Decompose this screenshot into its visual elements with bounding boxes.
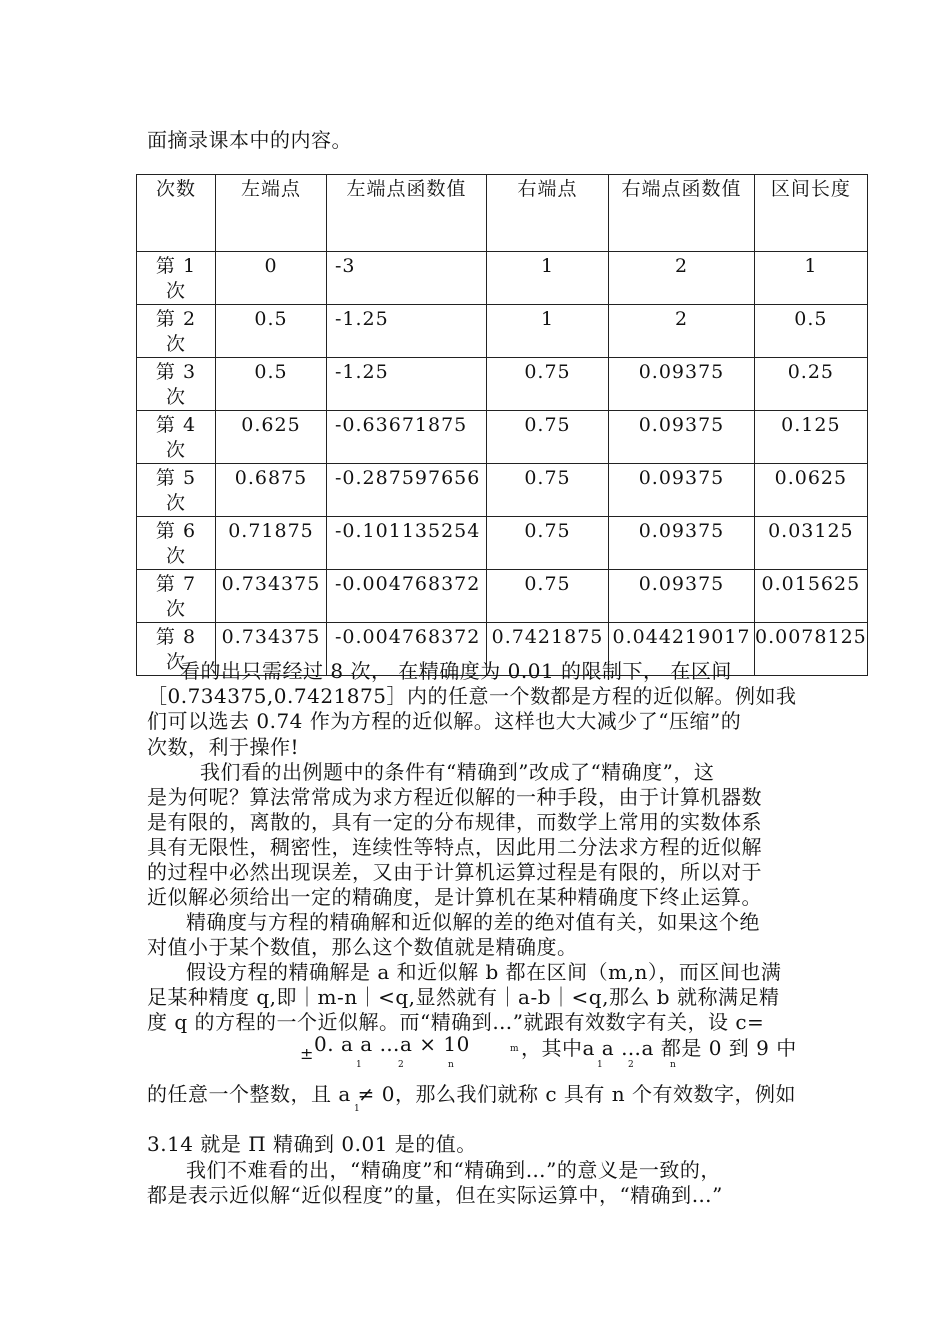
row-count: 第 7 次 [137,570,216,623]
left-value: -0.004768372 [327,570,487,623]
left-endpoint: 0 [216,252,327,305]
row-count: 第 1 次 [137,252,216,305]
row-count: 第 5 次 [137,464,216,517]
formula-subscript: 1 [354,1104,360,1114]
left-value: -1.25 [327,305,487,358]
paragraph-line: ［0.734375,0.7421875］内的任意一个数都是方程的近似解。例如我 [147,684,797,708]
formula-subscript: n [448,1060,454,1070]
right-value: 0.09375 [609,358,755,411]
left-endpoint: 0.6875 [216,464,327,517]
right-endpoint: 0.75 [487,570,609,623]
right-value: 0.044219017 [609,623,755,676]
header-left-value: 左端点函数值 [327,175,487,252]
paragraph-line: 具有无限性，稠密性，连续性等特点，因此用二分法求方程的近似解 [147,835,762,859]
formula-subscript: 2 [628,1060,634,1070]
header-count: 次数 [137,175,216,252]
interval-length: 1 [755,252,868,305]
header-interval-length: 区间长度 [755,175,868,252]
table-row [137,305,868,358]
paragraph-line: 我们不难看的出，“精确度”和“精确到…”的意义是一致的， [186,1158,721,1182]
paragraph-line: 们可以选去 0.74 作为方程的近似解。这样也大大减少了“压缩”的 [147,709,742,733]
row-count: 第 2 次 [137,305,216,358]
row-count: 第 3 次 [137,358,216,411]
bisection-table [136,174,868,676]
paragraph-line: 的过程中必然出现误差，又由于计算机运算过程是有限的，所以对于 [147,860,762,884]
header-left-endpoint: 左端点 [216,175,327,252]
left-endpoint: 0.5 [216,305,327,358]
table-row [137,517,868,570]
paragraph-line: 对值小于某个数值，那么这个数值就是精确度。 [147,935,578,959]
header-right-endpoint: 右端点 [487,175,609,252]
right-endpoint: 0.7421875 [487,623,609,676]
table-row [137,411,868,464]
left-endpoint: 0.734375 [216,623,327,676]
formula-subscript: 1 [356,1060,362,1070]
right-endpoint: 1 [487,305,609,358]
intro-text: 面摘录课本中的内容。 [147,128,352,152]
formula-subscript: n [670,1060,676,1070]
row-count: 第 4 次 [137,411,216,464]
right-value: 0.09375 [609,517,755,570]
right-value: 2 [609,305,755,358]
right-value: 0.09375 [609,464,755,517]
paragraph-line: 假设方程的精确解是 a 和近似解 b 都在区间（m,n），而区间也满 [186,960,782,984]
left-endpoint: 0.71875 [216,517,327,570]
left-endpoint: 0.625 [216,411,327,464]
left-value: -0.004768372 [327,623,487,676]
right-endpoint: 0.75 [487,464,609,517]
interval-length: 0.0078125 [755,623,868,676]
paragraph-line: 3.14 就是 Π 精确到 0.01 是的值。 [147,1132,477,1156]
interval-length: 0.03125 [755,517,868,570]
right-endpoint: 1 [487,252,609,305]
table-row [137,464,868,517]
paragraph-line: 次数，利于操作! [147,735,300,759]
left-value: -3 [327,252,487,305]
formula-subscript: 2 [398,1060,404,1070]
table-header-row [137,175,868,252]
left-value: -0.287597656 [327,464,487,517]
right-endpoint: 0.75 [487,358,609,411]
formula-subscript: 1 [597,1060,603,1070]
paragraph-line: 的任意一个整数，且 a ≠ 0，那么我们就称 c 具有 n 个有效数字，例如 [147,1082,796,1106]
paragraph-line: 我们看的出例题中的条件有“精确到”改成了“精确度”，这 [200,760,715,784]
left-value: -0.101135254 [327,517,487,570]
paragraph-line: 近似解必须给出一定的精确度，是计算机在某种精确度下终止运算。 [147,885,762,909]
paragraph-line: 是为何呢？算法常常成为求方程近似解的一种手段，由于计算机器数 [147,785,762,809]
formula-main: 0. a a …a × 10 [314,1032,470,1056]
left-endpoint: 0.5 [216,358,327,411]
left-endpoint: 0.734375 [216,570,327,623]
formula-tail: ，其中a a …a 都是 0 到 9 中 [521,1036,797,1060]
formula-superscript: m [510,1044,519,1054]
paragraph-line: 精确度与方程的精确解和近似解的差的绝对值有关，如果这个绝 [186,910,760,934]
paragraph-line: 度 q 的方程的一个近似解。而“精确到…”就跟有效数字有关，设 c= [147,1010,765,1034]
table-row [137,570,868,623]
interval-length: 0.125 [755,411,868,464]
interval-length: 0.25 [755,358,868,411]
left-value: -1.25 [327,358,487,411]
paragraph-line: 是有限的，离散的，具有一定的分布规律，而数学上常用的实数体系 [147,810,762,834]
right-value: 0.09375 [609,411,755,464]
interval-length: 0.5 [755,305,868,358]
paragraph-line: 足某种精度 q,即｜m-n｜<q,显然就有｜a-b｜<q,那么 b 就称满足精 [147,985,780,1009]
row-count: 第 8 次 [137,623,216,676]
right-endpoint: 0.75 [487,517,609,570]
left-value: -0.63671875 [327,411,487,464]
row-count: 第 6 次 [137,517,216,570]
plus-minus-sign: ± [300,1044,314,1063]
table-row [137,358,868,411]
table-row [137,252,868,305]
interval-length: 0.0625 [755,464,868,517]
paragraph-line: 看的出只需经过 8 次， 在精确度为 0.01 的限制下， 在区间 [180,659,732,683]
header-right-value: 右端点函数值 [609,175,755,252]
right-value: 2 [609,252,755,305]
paragraph-line: 都是表示近似解“近似程度”的量，但在实际运算中，“精确到…” [147,1183,723,1207]
right-endpoint: 0.75 [487,411,609,464]
interval-length: 0.015625 [755,570,868,623]
right-value: 0.09375 [609,570,755,623]
